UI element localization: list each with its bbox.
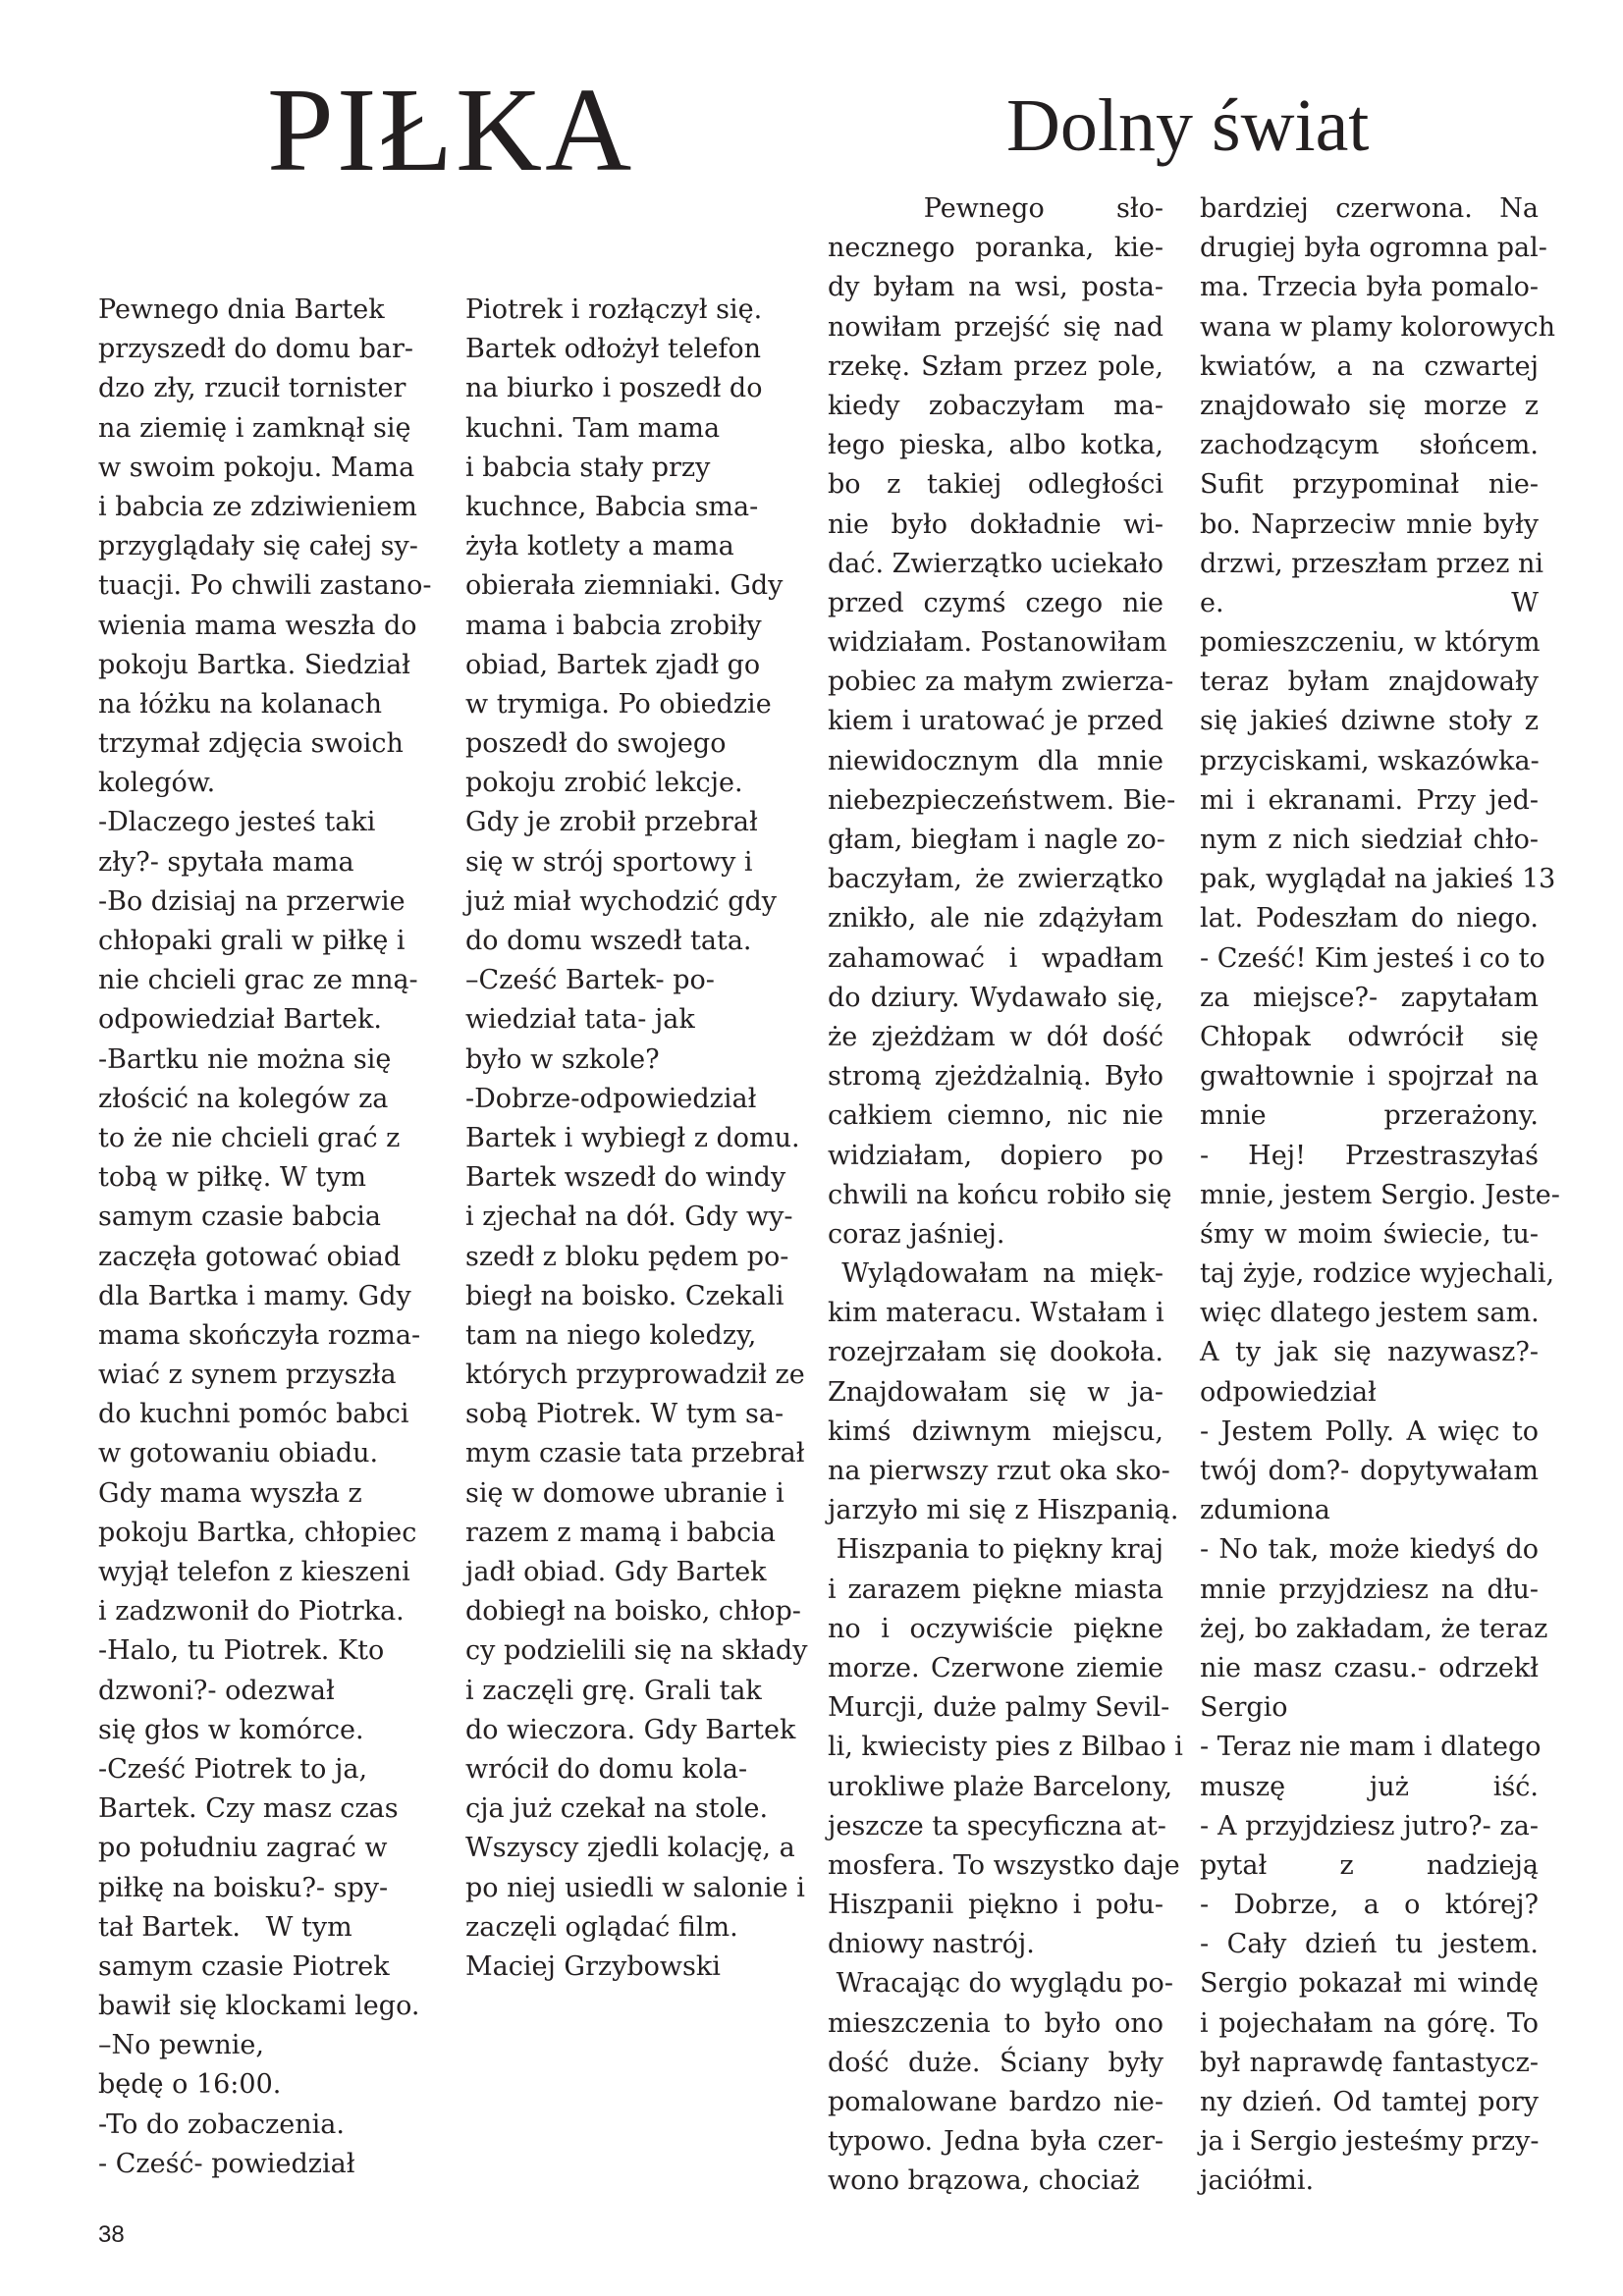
text-line: wiać z synem przyszła bbox=[98, 1360, 397, 1391]
text-line: cja już czekał na stole. bbox=[465, 1793, 769, 1825]
text-line: w trymiga. Po obiedzie bbox=[465, 688, 772, 720]
text-line: -Dlaczego jesteś taki bbox=[98, 807, 376, 838]
article-pilka-column-1 bbox=[98, 291, 432, 2184]
text-line: Sergio bbox=[1200, 1692, 1288, 1724]
text-line: - A przyjdziesz jutro?- za- bbox=[1200, 1810, 1539, 1842]
text-line: piłkę na boisku?- spy- bbox=[98, 1872, 389, 1903]
text-line: się w domowe ubranie i bbox=[465, 1477, 784, 1509]
text-line: do kuchni pomóc babci bbox=[98, 1399, 409, 1430]
text-line: –Cześć Bartek- po- bbox=[465, 965, 715, 996]
text-line: widziałam, dopiero po bbox=[828, 1140, 1163, 1171]
text-line: śmy w moim świecie, tu- bbox=[1200, 1218, 1539, 1250]
text-line: kiedy zobaczyłam ma- bbox=[828, 390, 1163, 421]
text-line: Bartek i wybiegł z domu. bbox=[465, 1122, 800, 1153]
text-line: biegł na boisko. Czekali bbox=[465, 1280, 784, 1311]
text-line: mnie przerażony. bbox=[1200, 1100, 1539, 1132]
text-line: necznego poranka, kie- bbox=[828, 233, 1163, 264]
text-line: Gdy mama wyszła z bbox=[98, 1477, 362, 1509]
text-line: kimś dziwnym miejscu, bbox=[828, 1415, 1163, 1447]
text-line: był naprawdę fantastycz- bbox=[1200, 2047, 1539, 2078]
text-line: twój dom?- dopytywałam bbox=[1200, 1456, 1539, 1486]
text-line: pomieszczeniu, w którym bbox=[1200, 627, 1541, 659]
text-line: stromą zjeżdżalnią. Było bbox=[828, 1061, 1163, 1093]
text-line: i babcia stały przy bbox=[465, 452, 711, 483]
text-line: to że nie chcieli grać z bbox=[98, 1122, 401, 1153]
text-line: za miejsce?- zapytałam bbox=[1200, 982, 1539, 1013]
text-line: mi i ekranami. Przy jed- bbox=[1200, 784, 1539, 816]
text-line: wana w plamy kolorowych bbox=[1200, 311, 1555, 343]
text-line: cy podzielili się na składy bbox=[465, 1635, 808, 1667]
text-line: - Teraz nie mam i dlatego bbox=[1200, 1732, 1542, 1763]
text-line: wyjął telefon z kieszeni bbox=[98, 1557, 410, 1587]
text-line: do domu wszedł tata. bbox=[465, 926, 752, 956]
text-line: po południu zagrać w bbox=[98, 1833, 388, 1864]
text-line: nowiłam przejść się nad bbox=[828, 311, 1163, 343]
text-line: szedł z bloku pędem po- bbox=[465, 1241, 789, 1272]
text-line: Znajdowałam się w ja- bbox=[828, 1376, 1163, 1408]
text-line: -Bartku nie można się bbox=[98, 1043, 392, 1075]
text-line: baczyłam, że zwierzątko bbox=[828, 864, 1163, 895]
text-line: mnie, jestem Sergio. Jeste- bbox=[1200, 1179, 1560, 1210]
article-pilka-column-2 bbox=[465, 291, 819, 1987]
text-line: pokoju zrobić lekcje. bbox=[465, 768, 743, 799]
text-line: zaczęła gotować obiad bbox=[98, 1241, 402, 1272]
text-line: na ziemię i zamknął się bbox=[98, 412, 411, 444]
text-line: Wracając do wyglądu po- bbox=[828, 1968, 1173, 2000]
text-line: jeszcze ta specyficzna at- bbox=[828, 1810, 1166, 1842]
text-line: obierała ziemniaki. Gdy bbox=[465, 570, 784, 602]
text-line: trzymał zdjęcia swoich bbox=[98, 728, 404, 760]
text-line: Piotrek i rozłączył się. bbox=[465, 294, 763, 325]
text-line: Hiszpania to piękny kraj bbox=[828, 1534, 1163, 1566]
text-line: niewidocznym dla mnie bbox=[828, 745, 1163, 776]
text-line: pak, wyglądał na jakieś 13 bbox=[1200, 864, 1556, 895]
text-line: już miał wychodzić gdy bbox=[465, 885, 778, 917]
text-line: li, kwiecisty pies z Bilbao i bbox=[828, 1732, 1183, 1763]
text-line: znikło, ale nie zdążyłam bbox=[828, 903, 1163, 934]
text-line: żej, bo zakładam, że teraz bbox=[1200, 1613, 1548, 1644]
text-line: kuchnce, Babcia sma- bbox=[465, 491, 759, 522]
text-line: się w strój sportowy i bbox=[465, 846, 753, 878]
text-line: kolegów. bbox=[98, 768, 216, 799]
text-line: dzo zły, rzucił tornister bbox=[98, 373, 406, 404]
text-line: Gdy je zrobił przebrał bbox=[465, 807, 758, 838]
text-line: i zarazem piękne miasta bbox=[828, 1574, 1163, 1605]
text-line: typowo. Jedna była czer- bbox=[828, 2126, 1163, 2158]
text-line: -Halo, tu Piotrek. Kto bbox=[98, 1635, 385, 1667]
text-line: razem z mamą i babcia bbox=[465, 1517, 776, 1548]
text-line: Maciej Grzybowski bbox=[465, 1950, 721, 1982]
text-line: że zjeżdżam w dół dość bbox=[828, 1021, 1163, 1052]
text-line: po niej usiedli w salonie i bbox=[465, 1872, 805, 1903]
article-title-dolny-swiat: Dolny świat bbox=[1006, 84, 1370, 167]
text-line: coraz jaśniej. bbox=[828, 1218, 1005, 1250]
text-line: odpowiedział bbox=[1200, 1376, 1377, 1408]
text-line: Hiszpanii piękno i połu- bbox=[828, 1890, 1163, 1921]
text-line: na łóżku na kolanach bbox=[98, 688, 383, 720]
text-line: żyła kotlety a mama bbox=[465, 531, 734, 562]
text-line: jarzyło mi się z Hiszpanią. bbox=[828, 1495, 1179, 1526]
text-line: przyszedł do domu bar- bbox=[98, 334, 413, 365]
text-line: i zaczęli grę. Grali tak bbox=[465, 1675, 762, 1706]
text-line: mym czasie tata przebrał bbox=[465, 1438, 805, 1469]
article-title-pilka: PIŁKA bbox=[267, 64, 635, 196]
text-line: bardziej czerwona. Na bbox=[1200, 193, 1539, 224]
text-line: mama i babcia zrobiły bbox=[465, 610, 762, 641]
text-line: łego pieska, albo kotka, bbox=[828, 430, 1163, 461]
text-line: bawił się klockami lego. bbox=[98, 1991, 420, 2022]
text-line: dobiegł na boisko, chłop- bbox=[465, 1596, 801, 1628]
text-line: - Jestem Polly. A więc to bbox=[1200, 1415, 1539, 1447]
text-line: mama skończyła rozma- bbox=[98, 1319, 421, 1351]
text-line: całkiem ciemno, nic nie bbox=[828, 1100, 1163, 1132]
text-line: do wieczora. Gdy Bartek bbox=[465, 1714, 796, 1745]
text-line: widziałam. Postanowiłam bbox=[828, 627, 1167, 659]
text-line: A ty jak się nazywasz?- bbox=[1200, 1337, 1539, 1368]
text-line: teraz byłam znajdowały bbox=[1200, 667, 1539, 698]
text-line: niebezpieczeństwem. Bie- bbox=[828, 784, 1176, 816]
text-line: się głos w komórce. bbox=[98, 1714, 364, 1745]
text-line: zachodzącym słońcem. bbox=[1200, 430, 1539, 461]
text-line: –No pewnie, bbox=[98, 2030, 264, 2061]
text-line: jaciółmi. bbox=[1200, 2165, 1315, 2197]
text-line: kim materacu. Wstałam i bbox=[828, 1298, 1164, 1329]
text-line: których przyprowadził ze bbox=[465, 1360, 805, 1391]
text-line: gwałtownie i spojrzał na bbox=[1200, 1061, 1539, 1093]
text-line: pobiec za małym zwierza- bbox=[828, 667, 1174, 698]
text-line: no i oczywiście piękne bbox=[828, 1613, 1163, 1644]
text-line: złościć na kolegów za bbox=[98, 1083, 389, 1114]
text-line: Bartek wszedł do windy bbox=[465, 1162, 786, 1194]
text-line: nie było dokładnie wi- bbox=[828, 508, 1163, 540]
text-line: na pierwszy rzut oka sko- bbox=[828, 1456, 1170, 1486]
text-line: pokoju Bartka. Siedział bbox=[98, 649, 410, 680]
text-line: Pewnego sło- bbox=[828, 193, 1163, 224]
text-line: -To do zobaczenia. bbox=[98, 2109, 345, 2140]
text-line: urokliwe plaże Barcelony, bbox=[828, 1771, 1173, 1802]
text-line: drzwi, przeszłam przez ni bbox=[1200, 548, 1544, 579]
text-line: i pojechałam na górę. To bbox=[1200, 2007, 1539, 2039]
text-line: przyciskami, wskazówka- bbox=[1200, 745, 1540, 776]
text-line: nym z nich siedział chło- bbox=[1200, 825, 1539, 855]
text-line: obiad, Bartek zjadł go bbox=[465, 649, 761, 680]
text-line: nie chcieli grac ze mną- bbox=[98, 965, 418, 996]
text-line: kiem i uratować je przed bbox=[828, 706, 1163, 737]
page-number: 38 bbox=[98, 2221, 125, 2248]
text-line: kwiatów, a na czwartej bbox=[1200, 350, 1539, 382]
text-line: wono brązowa, chociaż bbox=[828, 2165, 1140, 2197]
article-dolny-swiat-column-1 bbox=[828, 189, 1183, 2202]
text-line: drugiej była ogromna pal- bbox=[1200, 233, 1547, 264]
text-line: zły?- spytała mama bbox=[98, 846, 354, 878]
text-line: Bartek. Czy masz czas bbox=[98, 1793, 399, 1825]
text-line: więc dlatego jestem sam. bbox=[1200, 1298, 1540, 1329]
text-line: w swoim pokoju. Mama bbox=[98, 452, 415, 483]
text-line: będę o 16:00. bbox=[98, 2069, 282, 2101]
text-line: pomalowane bardzo nie- bbox=[828, 2087, 1163, 2117]
text-line: samym czasie Piotrek bbox=[98, 1950, 390, 1982]
text-line: dy byłam na wsi, posta- bbox=[828, 272, 1163, 303]
text-line: Wylądowałam na mięk- bbox=[828, 1258, 1163, 1290]
text-line: dość duże. Ściany były bbox=[828, 2047, 1163, 2078]
text-line: wienia mama weszła do bbox=[98, 610, 417, 641]
text-line: zaczęli oglądać film. bbox=[465, 1911, 738, 1943]
text-line: i zjechał na dół. Gdy wy- bbox=[465, 1201, 793, 1233]
text-line: zdumiona bbox=[1200, 1495, 1330, 1526]
text-line: wrócił do domu kola- bbox=[465, 1753, 748, 1785]
text-line: ja i Sergio jesteśmy przy- bbox=[1200, 2126, 1540, 2158]
text-line: pytał z nadzieją bbox=[1200, 1849, 1539, 1881]
text-line: bo. Naprzeciw mnie były bbox=[1200, 508, 1539, 540]
text-line: rozejrzałam się dookoła. bbox=[828, 1337, 1163, 1368]
text-line: - No tak, może kiedyś do bbox=[1200, 1534, 1539, 1566]
text-line: mieszczenia to było ono bbox=[828, 2007, 1163, 2039]
text-line: odpowiedział Bartek. bbox=[98, 1004, 382, 1036]
text-line: i babcia ze zdziwieniem bbox=[98, 491, 417, 522]
text-line: ma. Trzecia była pomalo- bbox=[1200, 272, 1539, 303]
text-line: dzwoni?- odezwał bbox=[98, 1675, 335, 1706]
text-line: chwili na końcu robiło się bbox=[828, 1179, 1172, 1210]
text-line: Chłopak odwrócił się bbox=[1200, 1021, 1539, 1052]
text-line: było w szkole? bbox=[465, 1043, 660, 1075]
text-line: ny dzień. Od tamtej pory bbox=[1200, 2087, 1539, 2117]
text-line: Bartek odłożył telefon bbox=[465, 334, 762, 365]
text-line: taj żyje, rodzice wyjechali, bbox=[1200, 1258, 1555, 1290]
text-line: kuchni. Tam mama bbox=[465, 412, 721, 444]
text-line: dniowy nastrój. bbox=[828, 1929, 1035, 1960]
text-line: tuacji. Po chwili zastano- bbox=[98, 570, 432, 602]
text-line: jadł obiad. Gdy Bartek bbox=[465, 1557, 767, 1587]
text-line: w gotowaniu obiadu. bbox=[98, 1438, 379, 1469]
text-line: samym czasie babcia bbox=[98, 1201, 382, 1233]
text-line: rzekę. Szłam przez pole, bbox=[828, 350, 1163, 382]
text-line: - Cześć! Kim jesteś i co to bbox=[1200, 942, 1545, 974]
text-line: mosfera. To wszystko daje bbox=[828, 1849, 1180, 1881]
text-line: Murcji, duże palmy Sevil- bbox=[828, 1692, 1170, 1724]
text-line: znajdowało się morze z bbox=[1200, 390, 1539, 421]
text-line: przed czymś czego nie bbox=[828, 587, 1163, 618]
text-line: - Hej! Przestraszyłaś bbox=[1200, 1140, 1539, 1171]
text-line: Sergio pokazał mi windę bbox=[1200, 1968, 1539, 2000]
text-line: do dziury. Wydawało się, bbox=[828, 982, 1163, 1013]
text-line: - Dobrze, a o której? bbox=[1200, 1890, 1539, 1921]
text-line: muszę już iść. bbox=[1200, 1771, 1539, 1802]
article-dolny-swiat-column-2 bbox=[1200, 189, 1560, 2202]
text-line: przyglądały się całej sy- bbox=[98, 531, 418, 562]
text-line: tał Bartek. W tym bbox=[98, 1911, 352, 1943]
text-line: Sufit przypominał nie- bbox=[1200, 469, 1539, 501]
text-line: e. W bbox=[1200, 587, 1539, 618]
text-line: mnie przyjdziesz na dłu- bbox=[1200, 1574, 1539, 1605]
text-line: Wszyscy zjedli kolację, a bbox=[465, 1833, 795, 1864]
text-line: dla Bartka i mamy. Gdy bbox=[98, 1280, 411, 1311]
text-line: tam na niego koledzy, bbox=[465, 1319, 757, 1351]
text-line: nie masz czasu.- odrzekł bbox=[1200, 1652, 1539, 1683]
text-line: morze. Czerwone ziemie bbox=[828, 1652, 1163, 1683]
text-line: Pewnego dnia Bartek bbox=[98, 294, 385, 325]
text-line: poszedł do swojego bbox=[465, 728, 727, 760]
text-line: -Bo dzisiaj na przerwie bbox=[98, 885, 406, 917]
text-line: na biurko i poszedł do bbox=[465, 373, 763, 404]
text-line: dać. Zwierzątko uciekało bbox=[828, 548, 1164, 579]
text-line: pokoju Bartka, chłopiec bbox=[98, 1517, 417, 1548]
text-line: - Cały dzień tu jestem. bbox=[1200, 1929, 1539, 1960]
text-line: chłopaki grali w piłkę i bbox=[98, 926, 406, 956]
text-line: - Cześć- powiedział bbox=[98, 2148, 355, 2179]
text-line: wiedział tata- jak bbox=[465, 1004, 695, 1036]
text-line: tobą w piłkę. W tym bbox=[98, 1162, 366, 1194]
text-line: -Dobrze-odpowiedział bbox=[465, 1083, 757, 1114]
text-line: bo z takiej odległości bbox=[828, 469, 1163, 501]
text-line: i zadzwonił do Piotrka. bbox=[98, 1596, 405, 1628]
text-line: głam, biegłam i nagle zo- bbox=[828, 825, 1165, 855]
text-line: lat. Podeszłam do niego. bbox=[1200, 903, 1539, 934]
text-line: się jakieś dziwne stoły z bbox=[1200, 706, 1539, 737]
text-line: zahamować i wpadłam bbox=[828, 942, 1163, 974]
text-line: -Cześć Piotrek to ja, bbox=[98, 1753, 368, 1785]
text-line: sobą Piotrek. W tym sa- bbox=[465, 1399, 784, 1430]
